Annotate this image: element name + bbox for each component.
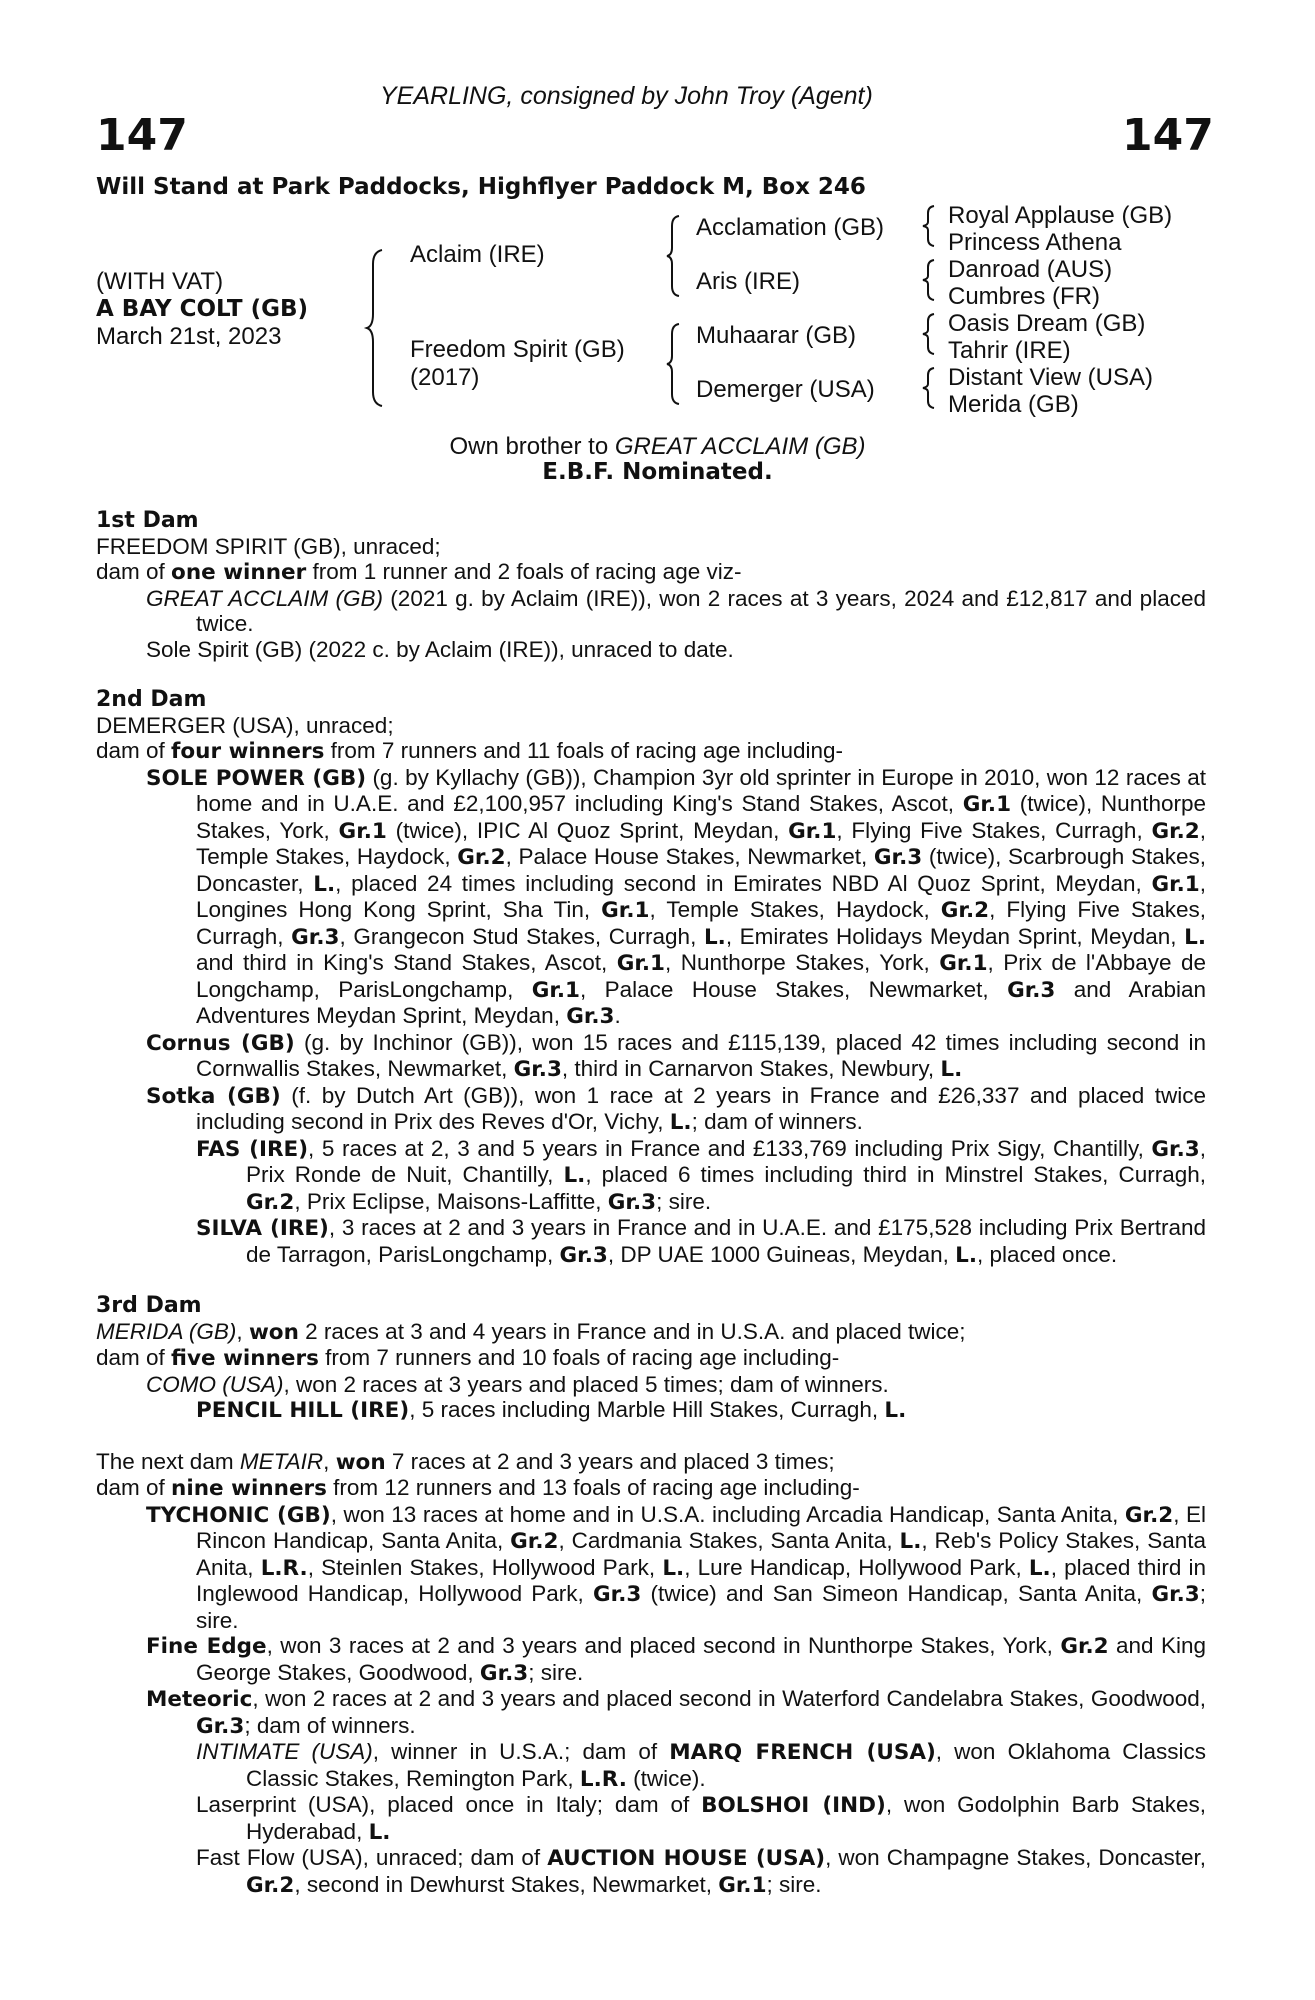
offspring-meteoric: Meteoric, won 2 races at 2 and 3 years and placed second in Waterford Candelabra Stakes, Goodwood, Gr.3; dam of winners. — [146, 1686, 1206, 1739]
pedigree-brace-g1 — [922, 204, 936, 248]
pedigree-g5: Oasis Dream (GB) — [948, 310, 1146, 337]
pedigree-dam-dam: Demerger (USA) — [696, 376, 875, 403]
pedigree-g4: Cumbres (FR) — [948, 283, 1101, 310]
own-brother-prefix: Own brother to — [449, 433, 615, 460]
grand-offspring-laserprint: Laserprint (USA), placed once in Italy; dam of BOLSHOI (IND), won Godolphin Barb Stakes, Hyderabad, L. — [196, 1792, 1206, 1845]
pedigree-brace-dam — [666, 322, 682, 406]
pedigree-dam: Freedom Spirit (GB) — [410, 336, 625, 363]
pedigree-dam-sire: Muhaarar (GB) — [696, 322, 857, 349]
foaling-date: March 21st, 2023 — [96, 323, 282, 350]
offspring-cornus: Cornus (GB) (g. by Inchinor (GB)), won 15 races and £115,139, placed 42 times including second in Cornwallis Stakes, Newmarket, Gr.3, third in Carnarvon Stakes, Newbury, L. — [146, 1029, 1207, 1082]
offspring-great-acclaim: GREAT ACCLAIM (GB) (2021 g. by Aclaim (IRE)), won 2 races at 3 years, 2024 and £12,817 and placed twice. — [146, 585, 1206, 636]
offspring-fine-edge: Fine Edge, won 3 races at 2 and 3 years and placed second in Nunthorpe Stakes, York, Gr.2 and King George Stakes, Goodwood, Gr.3; sire. — [146, 1633, 1206, 1686]
second-dam-heading: 2nd Dam — [96, 687, 207, 712]
third-dam-summary: dam of five winners from 7 runners and 10 foals of racing age including- — [96, 1345, 840, 1371]
pedigree-sire-sire: Acclamation (GB) — [696, 214, 885, 241]
pedigree-brace-main — [366, 248, 386, 408]
grand-offspring-intimate: INTIMATE (USA), winner in U.S.A.; dam of MARQ FRENCH (USA), won Oklahoma Classics Classic Stakes, Remington Park, L.R. (twice). — [196, 1739, 1206, 1792]
pedigree-g6: Tahrir (IRE) — [948, 337, 1071, 364]
third-dam-line: MERIDA (GB), won 2 races at 3 and 4 years in France and in U.S.A. and placed twice; — [96, 1318, 966, 1345]
vat-note: (WITH VAT) — [96, 268, 224, 295]
offspring-sole-spirit: Sole Spirit (GB) (2022 c. by Aclaim (IRE)), unraced to date. — [146, 636, 734, 662]
offspring-como: COMO (USA), won 2 races at 3 years and placed 5 times; dam of winners. — [146, 1371, 889, 1397]
lot-number-left: 147 — [96, 110, 188, 161]
own-brother-name: GREAT ACCLAIM (GB) — [614, 433, 866, 460]
first-dam-heading: 1st Dam — [96, 508, 199, 533]
pedigree-dam-year: (2017) — [410, 364, 480, 391]
pedigree-brace-sire — [666, 214, 682, 298]
pedigree-g7: Distant View (USA) — [948, 364, 1153, 391]
pedigree-sire: Aclaim (IRE) — [410, 241, 545, 268]
pedigree-brace-g2 — [922, 258, 936, 302]
stand-location: Will Stand at Park Paddocks, Highflyer Paddock M, Box 246 — [96, 174, 866, 200]
horse-name: A BAY COLT (GB) — [96, 296, 309, 322]
offspring-tychonic: TYCHONIC (GB), won 13 races at home and in U.S.A. including Arcadia Handicap, Santa Anita, Gr.2, El Rincon Handicap, Santa Anita, Gr.2, Cardmania Stakes, Santa Anita, L., Reb's Policy Stakes, Santa Anita, L.R., Steinlen Stakes, Hollywood Park, L., Lure Handicap, Hollywood Park, L., placed third in Inglewood Handicap, Hollywood Park, Gr.3 (twice) and San Simeon Handicap, Santa Anita, Gr.3; sire. — [146, 1501, 1207, 1633]
third-dam-heading: 3rd Dam — [96, 1293, 202, 1318]
lot-number-right: 147 — [1122, 110, 1214, 161]
pedigree-g1: Royal Applause (GB) — [948, 202, 1173, 229]
offspring-sotka: Sotka (GB) (f. by Dutch Art (GB)), won 1 race at 2 years in France and £26,337 and placed twice including second in Prix des Reves d'Or, Vichy, L.; dam of winners. — [146, 1082, 1206, 1135]
pedigree-brace-g4 — [922, 366, 936, 410]
grand-offspring-fast-flow: Fast Flow (USA), unraced; dam of AUCTION HOUSE (USA), won Champagne Stakes, Doncaster, Gr.2, second in Dewhurst Stakes, Newmarket, Gr.1; sire. — [196, 1845, 1206, 1898]
pedigree-sire-dam: Aris (IRE) — [696, 268, 800, 295]
own-brother-note — [0, 433, 1315, 461]
next-dam-summary: dam of nine winners from 12 runners and 13 foals of racing age including- — [96, 1475, 860, 1501]
ebf-note: E.B.F. Nominated. — [542, 459, 773, 485]
next-dam-line: The next dam METAIR, won 7 races at 2 and 3 years and placed 3 times; — [96, 1448, 835, 1475]
second-dam-summary: dam of four winners from 7 runners and 11 foals of racing age including- — [96, 738, 844, 764]
first-dam-summary: dam of one winner from 1 runner and 2 foals of racing age viz- — [96, 559, 742, 585]
offspring-sole-power: SOLE POWER (GB) (g. by Kyllachy (GB)), Champion 3yr old sprinter in Europe in 2010, won 12 races at home and in U.A.E. and £2,100,957 including King's Stand Stakes, Ascot, Gr.1 (twice), Nunthorpe Stakes, York, Gr.1 (twice), IPIC Al Quoz Sprint, Meydan, Gr.1, Flying Five Stakes, Curragh, Gr.2, Temple Stakes, Haydock, Gr.2, Palace House Stakes, Newmarket, Gr.3 (twice), Scarbrough Stakes, Doncaster, L., placed 24 times including second in Emirates NBD Al Quoz Sprint, Meydan, Gr.1, Longines Hong Kong Sprint, Sha Tin, Gr.1, Temple Stakes, Haydock, Gr.2, Flying Five Stakes, Curragh, Gr.3, Grangecon Stud Stakes, Curragh, L., Emirates Holidays Meydan Sprint, Meydan, L. and third in King's Stand Stakes, Ascot, Gr.1, Nunthorpe Stakes, York, Gr.1, Prix de l'Abbaye de Longchamp, ParisLongchamp, Gr.1, Palace House Stakes, Newmarket, Gr.3 and Arabian Adventures Meydan Sprint, Meydan, Gr.3. — [146, 764, 1207, 1029]
grand-offspring-pencil-hill: PENCIL HILL (IRE), 5 races including Marble Hill Stakes, Curragh, L. — [196, 1397, 907, 1423]
pedigree-g8: Merida (GB) — [948, 391, 1079, 418]
grand-offspring-fas: FAS (IRE), 5 races at 2, 3 and 5 years in France and £133,769 including Prix Sigy, Chantilly, Gr.3, Prix Ronde de Nuit, Chantilly, L., placed 6 times including third in Minstrel Stakes, Curragh, Gr.2, Prix Eclipse, Maisons-Laffitte, Gr.3; sire. — [196, 1135, 1206, 1215]
produce-record — [96, 508, 1206, 1898]
grand-offspring-silva: SILVA (IRE), 3 races at 2 and 3 years in France and in U.A.E. and £175,528 including Prix Bertrand de Tarragon, ParisLongchamp, Gr.3, DP UAE 1000 Guineas, Meydan, L., placed once. — [196, 1215, 1206, 1268]
first-dam-line: FREEDOM SPIRIT (GB), unraced; — [96, 533, 441, 559]
consignment-line: YEARLING, consigned by John Troy (Agent) — [380, 82, 873, 110]
pedigree-g3: Danroad (AUS) — [948, 256, 1113, 283]
pedigree-brace-g3 — [922, 312, 936, 356]
pedigree-g2: Princess Athena — [948, 229, 1122, 256]
second-dam-line: DEMERGER (USA), unraced; — [96, 712, 394, 738]
